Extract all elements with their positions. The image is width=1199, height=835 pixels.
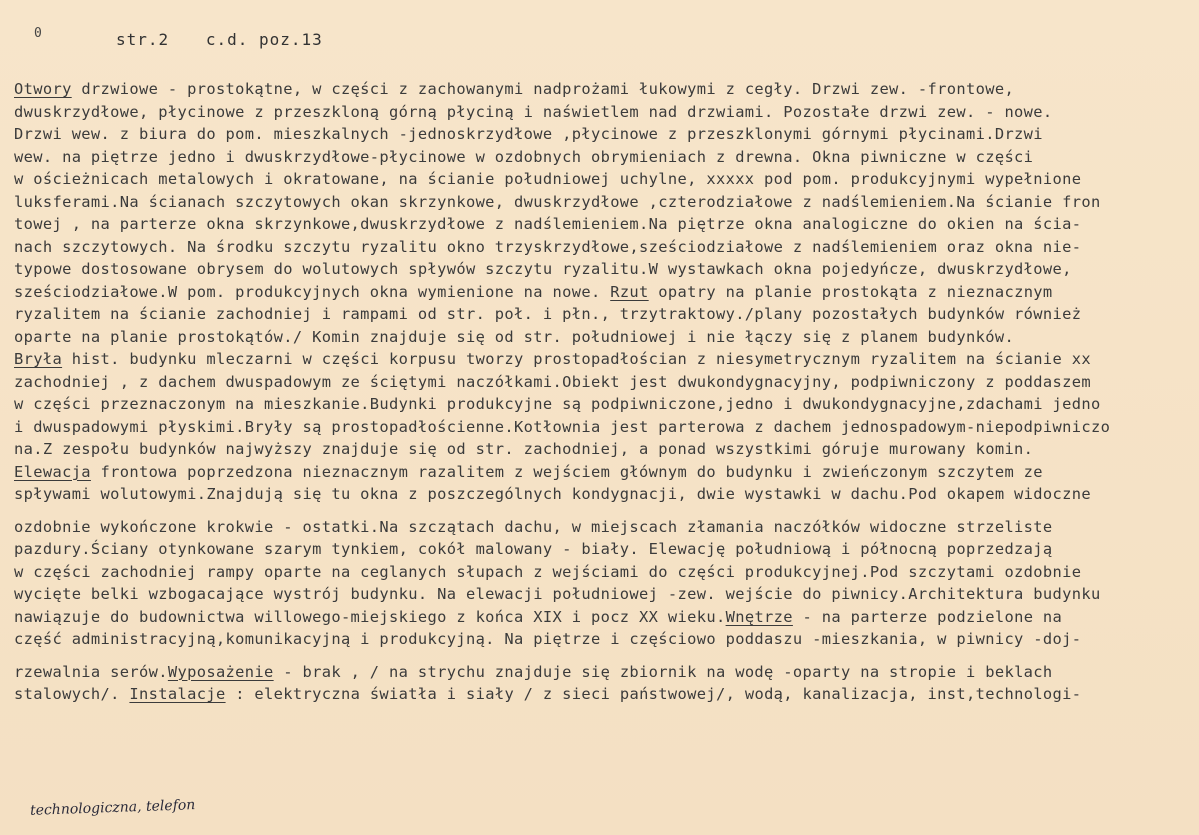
section-label-instalacje: Instalacje	[129, 685, 226, 703]
handwritten-annotation: technologiczna, telefon	[29, 797, 196, 819]
text-line: stalowych/. Instalacje : elektryczna światła i siały / z sieci państwowej/, wodą, kanalizacja, inst,technologi-	[14, 685, 1082, 703]
text-line: nach szczytowych. Na środku szczytu ryzalitu okno trzyskrzydłowe,sześciodziałowe z nadślemieniem oraz okna nie-	[14, 237, 1082, 256]
text-line: luksferami.Na ścianach szczytowych okan skrzynkowe, dwuskrzydłowe ,czterodziałowe z nadślemieniem.Na ścianie fron	[14, 192, 1101, 211]
text-line: towej , na parterze okna skrzynkowe,dwuskrzydłowe z nadślemieniem.Na piętrze okna analogiczne do okien na ścia-	[14, 215, 1082, 233]
text-line: część administracyjną,komunikacyjną i produkcyjną. Na piętrze i częściowo poddaszu -mieszkania, w piwnicy -doj-	[14, 630, 1082, 648]
section-label-rzut: Rzut	[610, 282, 649, 301]
text-line: wew. na piętrze jedno i dwuskrzydłowe-płycinowe w ozdobnych obrymieniach z drewna. Okna piwniczne w części	[14, 147, 1034, 166]
section-label-wnetrze: Wnętrze	[725, 607, 793, 626]
text-line: Elewacja frontowa poprzedzona nieznacznym razalitem z wejściem głównym do budynku i zwieńczonym szczytem ze	[14, 462, 1043, 481]
text-line: w części zachodniej rampy oparte na ceglanych słupach z wejściami do części produkcyjnej.Pod szczytami ozdobnie	[14, 562, 1082, 581]
section-label-elewacja: Elewacja	[14, 462, 91, 481]
continuation-label: c.d. poz.13	[205, 30, 323, 49]
text-line: pazdury.Ściany otynkowane szarym tynkiem, cokół malowany - biały. Elewację południową i północną poprzedzają	[14, 540, 1053, 558]
text-line: w ościeżnicach metalowych i okratowane, na ścianie południowej uchylne, xxxxx pod pom. produkcyjnymi wypełnione	[14, 170, 1082, 188]
text-line: i dwuspadowymi płyskimi.Bryły są prostopadłościenne.Kotłownia jest parterowa z dachem jednospadowym-niepodpiwniczo	[14, 417, 1111, 436]
page-header	[116, 30, 349, 49]
text-line: ozdobnie wykończone krokwie - ostatki.Na szczątach dachu, w miejscach złamania naczółków widoczne strzeliste	[14, 517, 1053, 536]
text-line: wycięte belki wzbogacające wystrój budynku. Na elewacji południowej -zew. wejście do piwnicy.Architektura budynku	[14, 585, 1101, 603]
document-body	[14, 78, 1194, 706]
text-line: w części przeznaczonym na mieszkanie.Budynki produkcyjne są podpiwniczone,jedno i dwukondygnacyjne,zdachami jedno	[14, 395, 1101, 413]
text-line: nawiązuje do budownictwa willowego-miejskiego z końca XIX i pocz XX wieku.Wnętrze - na parterze podzielone na	[14, 607, 1063, 626]
text-line: dwuskrzydłowe, płycinowe z przeszkloną górną płyciną i naświetlem nad drzwiami. Pozostałe drzwi zew. - nowe.	[14, 102, 1053, 121]
margin-mark: 0	[34, 26, 42, 41]
section-label-wyposazenie: Wyposażenie	[167, 662, 274, 681]
text-line: Otwory drzwiowe - prostokątne, w części z zachowanymi nadprożami łukowymi z cegły. Drzwi zew. -frontowe,	[14, 80, 1015, 98]
text-line: zachodniej , z dachem dwuspadowym ze ściętymi naczółkami.Obiekt jest dwukondygnacyjny, podpiwniczony z poddaszem	[14, 372, 1091, 391]
text-line: rzewalnia serów.Wyposażenie - brak , / na strychu znajduje się zbiornik na wodę -oparty na stropie i beklach	[14, 662, 1053, 681]
section-label-bryla: Bryła	[14, 350, 63, 368]
text-line: Drzwi wew. z biura do pom. mieszkalnych -jednoskrzydłowe ,płycinowe z przeszklonymi górnymi płycinami.Drzwi	[14, 125, 1043, 143]
text-line: oparte na planie prostokątów./ Komin znajduje się od str. południowej i nie łączy się z planem budynków.	[14, 327, 1015, 346]
text-line: na.Z zespołu budynków najwyższy znajduje się od str. zachodniej, a ponad wszystkimi góruje murowany komin.	[14, 440, 1034, 458]
text-line: ryzalitem na ścianie zachodniej i rampami od str. poł. i płn., trzytraktowy./plany pozostałych budynków również	[14, 305, 1082, 323]
page-number: str.2	[116, 30, 170, 49]
text-line: spływami wolutowymi.Znajdują się tu okna z poszczególnych kondygnacji, dwie wystawki w dachu.Pod okapem widoczne	[14, 485, 1091, 503]
text-line: Bryła hist. budynku mleczarni w części korpusu tworzy prostopadłościan z niesymetrycznym ryzalitem na ścianie xx	[14, 350, 1091, 368]
section-label-otwory: Otwory	[14, 80, 72, 98]
text-line: sześciodziałowe.W pom. produkcyjnych okna wymienione na nowe. Rzut opatry na planie prostokąta z nieznacznym	[14, 282, 1053, 301]
text-line: typowe dostosowane obrysem do wolutowych spływów szczytu ryzalitu.W wystawkach okna pojedyńcze, dwuskrzydłowe,	[14, 260, 1072, 278]
